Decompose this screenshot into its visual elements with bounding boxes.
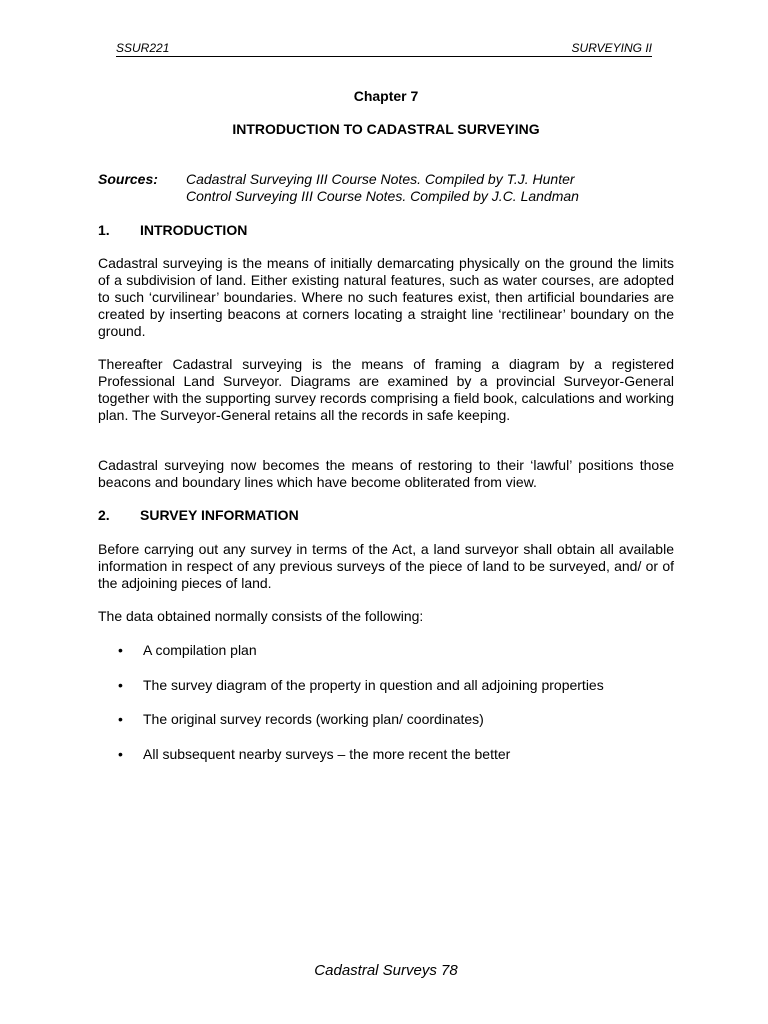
chapter-title: INTRODUCTION TO CADASTRAL SURVEYING [232, 121, 540, 137]
page-header [116, 42, 652, 57]
chapter-label: Chapter 7 [353, 88, 419, 104]
source-line: Cadastral Surveying III Course Notes. Compiled by T.J. Hunter [186, 171, 575, 187]
bullet-icon: • [118, 642, 123, 658]
section-title: INTRODUCTION [140, 222, 248, 238]
sources-label: Sources: [98, 171, 158, 187]
section-number: 2. [98, 507, 110, 523]
paragraph: Before carrying out any survey in terms of the Act, a land surveyor shall obtain all available information in respect of any previous surveys of the piece of land to be surveyed, and/ or of the adjoining pieces of land. [98, 541, 674, 591]
paragraph: Thereafter Cadastral surveying is the means of framing a diagram by a registered Professional Land Surveyor. Diagrams are examined by a provincial Surveyor-General together with the supporting survey records comprising a field book, calculations and working plan. The Surveyor-General retains all the records in safe keeping. [98, 356, 674, 423]
paragraph: The data obtained normally consists of the following: [98, 608, 424, 624]
list-item-text: All subsequent nearby surveys – the more recent the better [143, 746, 511, 762]
list-item-text: A compilation plan [143, 642, 257, 658]
header-course-code: SSUR221 [116, 41, 170, 55]
source-line: Control Surveying III Course Notes. Compiled by J.C. Landman [186, 188, 579, 204]
header-course-title: SURVEYING II [571, 41, 652, 55]
list-item-text: The survey diagram of the property in question and all adjoining properties [143, 677, 604, 693]
section-number: 1. [98, 222, 110, 238]
bullet-icon: • [118, 677, 123, 693]
list-item-text: The original survey records (working plan/ coordinates) [143, 711, 484, 727]
bullet-icon: • [118, 746, 123, 762]
bullet-icon: • [118, 711, 123, 727]
paragraph: Cadastral surveying is the means of initially demarcating physically on the ground the limits of a subdivision of land. Either existing natural features, such as water courses, are adopted to such ‘curvilinear’ boundaries. Where no such features exist, then artificial boundaries are created by inserting beacons at corners locating a straight line ‘rectilinear’ boundary on the ground. [98, 255, 674, 339]
page-footer: Cadastral Surveys 78 [314, 962, 458, 979]
paragraph: Cadastral surveying now becomes the means of restoring to their ‘lawful’ positions those beacons and boundary lines which have become obliterated from view. [98, 457, 674, 490]
section-title: SURVEY INFORMATION [140, 507, 299, 523]
